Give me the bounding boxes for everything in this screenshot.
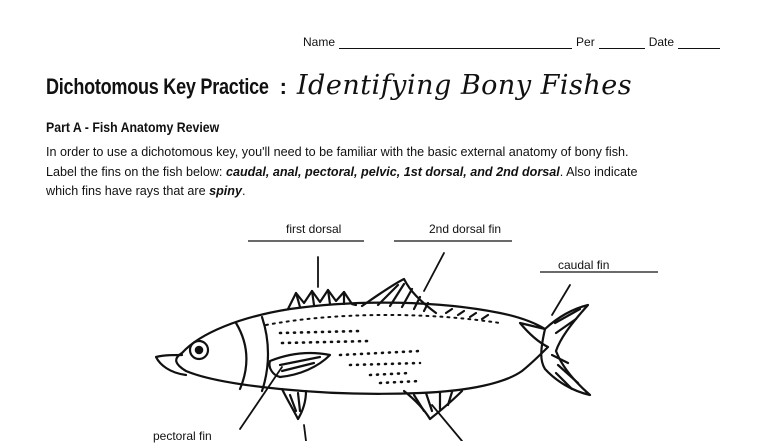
second-dorsal-label: 2nd dorsal fin (429, 222, 502, 236)
part-a-instructions (46, 143, 746, 202)
fish-body-outline (176, 303, 548, 394)
second-dorsal-leader (424, 253, 444, 291)
part-a-heading: Part A - Fish Anatomy Review (46, 119, 220, 135)
date-label: Date (648, 35, 675, 49)
gill-cover (236, 323, 246, 389)
period-label: Per (576, 35, 595, 49)
title-subtitle: Identifying Bony Fishes (296, 70, 633, 101)
instructions-line-3-start: which fins have rays that are (46, 184, 210, 198)
pelvic-leader (304, 425, 306, 441)
date-blank[interactable] (678, 37, 720, 49)
fish-illustration (0, 205, 784, 441)
period-blank[interactable] (599, 37, 645, 49)
pectoral-leader (240, 367, 282, 429)
first-dorsal-label: first dorsal (286, 222, 342, 236)
caudal-leader (552, 285, 570, 315)
student-info-line (303, 35, 724, 49)
spiny-term: spiny (209, 184, 243, 198)
title-colon: : (279, 74, 287, 99)
name-label: Name (303, 35, 336, 49)
title-main: Dichotomous Key Practice (46, 74, 269, 99)
lateral-line (266, 315, 500, 325)
instructions-line-1: In order to use a dichotomous key, you'll need to be familiar with the basic external anatomy of bony fish. (46, 145, 629, 159)
fin-list: caudal, anal, pectoral, pelvic, 1st dorsal, and 2nd dorsal (225, 164, 560, 179)
anal-leader (432, 405, 462, 441)
page-title (46, 70, 632, 101)
name-blank[interactable] (339, 37, 572, 49)
instructions-line-3-end: . (242, 184, 246, 198)
instructions-line-2-end: . Also indicate (559, 164, 638, 179)
fish-diagram (0, 205, 784, 441)
fish-mouth (156, 355, 186, 375)
instructions-line-2-start: Label the fins on the fish below: (46, 164, 226, 179)
scale-spots (280, 331, 420, 383)
pectoral-fin-label: pectoral fin (153, 429, 212, 443)
caudal-fin-label: caudal fin (558, 258, 610, 272)
